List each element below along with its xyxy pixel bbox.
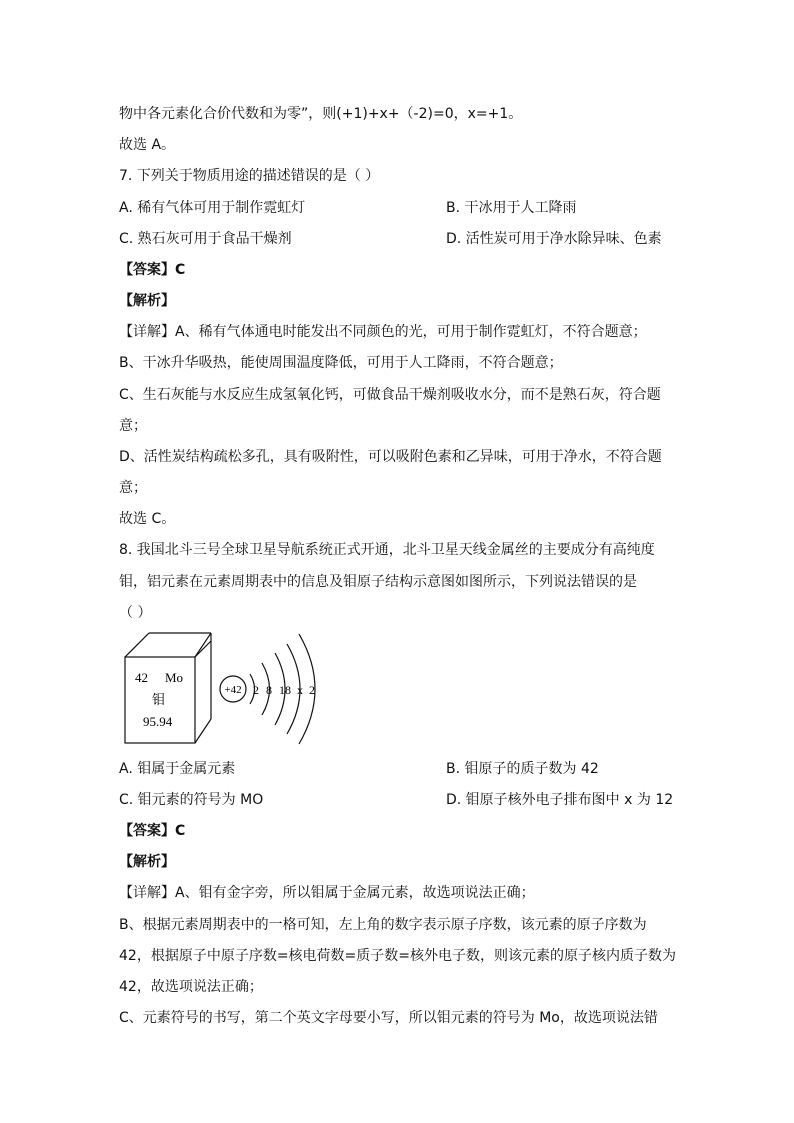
shell-2: 8 — [266, 683, 272, 697]
shell-5: 2 — [309, 683, 315, 697]
q7-detail-1: 【详解】A、稀有气体通电时能发出不同颜色的光，可用于制作霓虹灯，不符合题意； — [119, 324, 647, 340]
q8-stem-line-1: 8. 我国北斗三号全球卫星导航系统正式开通，北斗卫星天线金属丝的主要成分有高纯度 — [119, 542, 655, 558]
q7-detail-3: C、生石灰能与水反应生成氢氧化钙，可做食品干燥剂吸收水分，而不是熟石灰，符合题 — [119, 387, 661, 403]
shell-4: x — [297, 683, 303, 697]
q8-analysis: 【解析】 — [119, 854, 175, 870]
q7-detail-3b: 意； — [119, 418, 147, 434]
q8-detail-2b: 42，根据原子中原子序数=核电荷数=质子数=核外电子数，则该元素的原子核内质子数为 — [119, 948, 677, 964]
q7-detail-2: B、干冰升华吸热，能使周围温度降低，可用于人工降雨，不符合题意； — [119, 355, 563, 371]
q8-answer: 【答案】C — [119, 823, 186, 839]
element-symbol: Mo — [165, 670, 184, 685]
q7-option-b: B. 干冰用于人工降雨 — [446, 200, 577, 216]
q8-stem-line-2: 钼，铝元素在元素周期表中的信息及钼原子结构示意图如图所示，下列说法错误的是 — [119, 574, 637, 590]
q8-stem-line-3: （ ） — [119, 605, 152, 621]
q7-option-c: C. 熟石灰可用于食品干燥剂 — [119, 231, 292, 247]
q8-detail-3: C、元素符号的书写，第二个英文字母要小写，所以钼元素的符号为 Mo，故选项说法错 — [119, 1010, 658, 1026]
q7-answer: 【答案】C — [119, 262, 186, 278]
atomic-number: 42 — [135, 670, 148, 685]
q8-option-a: A. 钼属于金属元素 — [119, 761, 236, 777]
intro-line-1: 物中各元素化合价代数和为零”，则(+1)+x+（-2)=0，x=+1。 — [119, 106, 523, 122]
atom-structure — [220, 634, 315, 744]
nucleus-charge: +42 — [224, 684, 242, 696]
q8-option-d: D. 钼原子核外电子排布图中 x 为 12 — [446, 792, 674, 808]
q7-analysis: 【解析】 — [119, 293, 175, 309]
q7-detail-4b: 意； — [119, 480, 147, 496]
q8-detail-1: 【详解】A、钼有金字旁，所以钼属于金属元素，故选项说法正确； — [119, 885, 535, 901]
q8-option-b: B. 钼原子的质子数为 42 — [446, 761, 599, 777]
q7-option-d: D. 活性炭可用于净水除异味、色素 — [446, 231, 662, 247]
intro-line-2: 故选 A。 — [119, 137, 176, 153]
q7-stem: 7. 下列关于物质用途的描述错误的是（ ） — [119, 168, 380, 184]
q7-option-a: A. 稀有气体可用于制作霓虹灯 — [119, 200, 306, 216]
q7-detail-4: D、活性炭结构疏松多孔，具有吸附性，可以吸附色素和乙异味，可用于净水，不符合题 — [119, 449, 662, 465]
shell-1: 2 — [253, 683, 259, 697]
q8-option-c: C. 钼元素的符号为 MO — [119, 792, 264, 808]
molybdenum-diagram — [119, 630, 339, 750]
q8-detail-2: B、根据元素周期表中的一格可知，左上角的数字表示原子序数，该元素的原子序数为 — [119, 917, 647, 933]
q7-conclusion: 故选 C。 — [119, 511, 176, 527]
atomic-mass: 95.94 — [143, 714, 173, 729]
shell-3: 18 — [279, 683, 291, 697]
element-name: 钼 — [152, 693, 166, 708]
q8-detail-2c: 42，故选项说法正确； — [119, 979, 263, 995]
